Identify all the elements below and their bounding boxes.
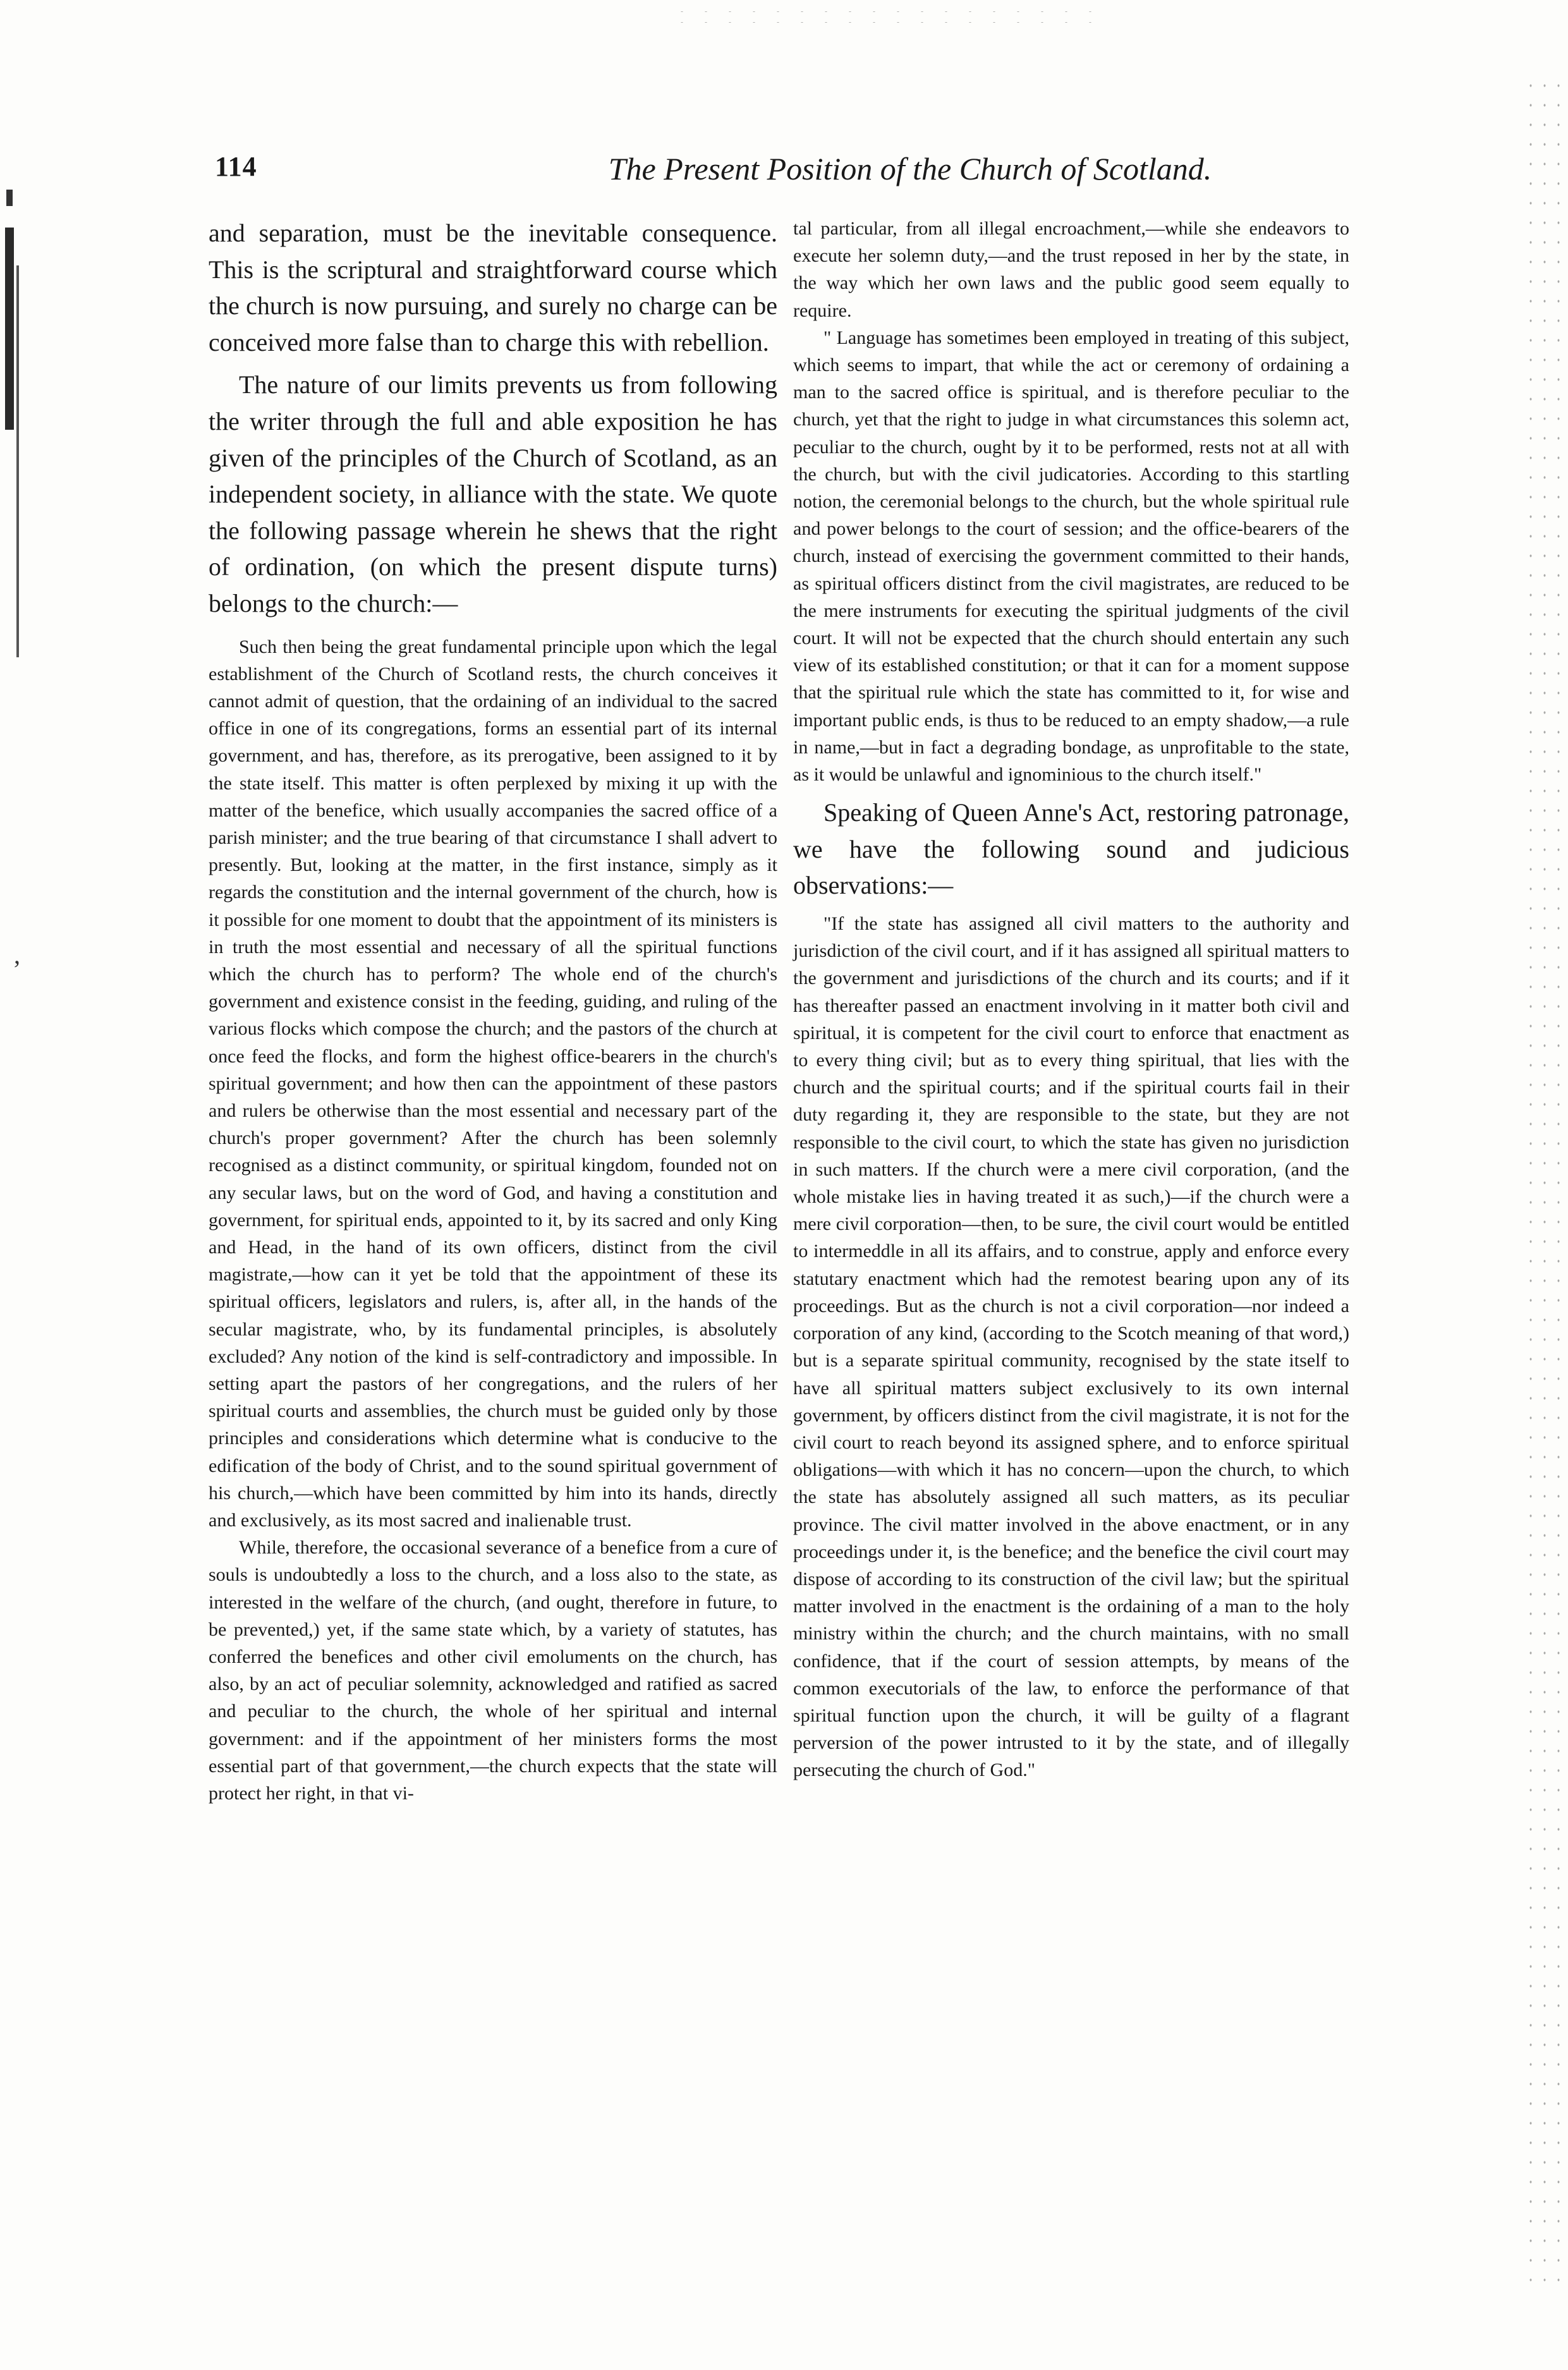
- page-number: 114: [215, 151, 257, 182]
- quoted-passage: While, therefore, the occasional severance of a benefice from a cure of souls is undoubtedly a loss to the church, and a loss also to the state, as interested in the welfare of the church, (and ought, therefore in future, to be prevented,) yet, if the same state which, by a variety of statutes, has conferred the benefices and other civil emoluments on the church, has also, by an act of peculiar solemnity, acknowledged and ratified as sacred and peculiar to the church, the whole of her spiritual and internal government: and if the appointment of her ministers forms the most essential part of that government,—the church expects that the state will protect her right, in that vi-: [209, 1537, 777, 1804]
- quoted-passage: " Language has sometimes been employed in treating of this subject, which seems to impart, that while the act or ceremony of ordaining a man to the sacred office is spiritual, and is therefore peculiar to the church, yet that the right to judge in what circumstances this solemn act, peculiar to the church, ought by it to be performed, rests not at all with the church, but with the civil judicatories. According to this startling notion, the ceremonial belongs to the church, but the whole spiritual rule and power belongs to the court of session; and the office-bearers of the church, instead of exercising the government committed to their hands, as spiritual officers distinct from the civil magistrates, are reduced to be the mere instruments for executing the spiritual judgments of the civil court. It will not be expected that the church should entertain any such view of its established constitution; or that it can for a moment suppose that the spiritual rule which the state has committed to it, for wise and important public ends, is thus to be reduced to an empty shadow,—a rule in name,—but in fact a degrading bondage, as unprofitable to the state, as it would be unlawful and ignominious to the church itself.": [793, 327, 1349, 786]
- scan-edge-left: [0, 190, 25, 948]
- edge-mark: [5, 228, 14, 430]
- body-paragraph: and separation, must be the inevitable consequence. This is the scriptural and straightforward course which the church is now pursuing, and surely no charge can be conceived more false than to charge this with rebellion.: [209, 219, 777, 356]
- edge-mark: [16, 265, 19, 657]
- body-paragraph: The nature of our limits prevents us from following the writer through the full and able exposition he has given of the principles of the Church of Scotland, as an independent society, in alliance with the state. We quote the following passage wherein he shews that the right of ordination, (on which the present dispute turns) belongs to the church:—: [209, 370, 777, 617]
- edge-mark: [6, 190, 13, 206]
- scan-noise-top: [670, 6, 1112, 32]
- quoted-passage: tal particular, from all illegal encroachment,—while she endeavors to execute her solemn duty,—and the trust reposed in her by the state, in the way which her own laws and the public good seem equally to require.: [793, 218, 1349, 321]
- quoted-passage: Such then being the great fundamental principle upon which the legal establishment of the Church of Scotland rests, the church conceives it cannot admit of question, that the ordaining of an individual to the sacred office in one of its congregations, forms an essential part of its internal government, and has, therefore, as its prerogative, been assigned to it by the state itself. This matter is often perplexed by mixing it up with the matter of the benefice, which usually accompanies the sacred office of a parish minister; and the true bearing of that circumstance I shall advert to presently. But, looking at the matter, in the first instance, simply as it regards the constitution and the internal government of the church, how is it possible for one moment to doubt that the appointment of its ministers is in truth the most essential and necessary of all the spiritual functions which the church has to perform? The whole end of the church's government and existence consist in the feeding, guiding, and ruling of the various flocks which compose the church; and the pastors of the church at once feed the flocks, and form the highest office-bearers in the church's spiritual government; and how then can the appointment of these pastors and rulers be otherwise than the most essential and necessary part of the church's proper government? After the church has been solemnly recognised as a distinct community, or spiritual kingdom, founded not on any secular laws, but on the word of God, and having a constitution and government, for spiritual ends, appointed to it, by its sacred and only King and Head, in the hand of its own officers, distinct from the civil magistrate,—how can it yet be told that the appointment of these its spiritual officers, legislators and rulers, is, after all, in the hands of the secular magistrate, who, by its fundamental principles, is absolutely excluded? Any notion of the kind is self-contradictory and impossible. In setting apart the pastors of her congregations, and the rulers of her spiritual courts and assemblies, the church must be guided only by those principles and considerations which determine what is conducive to the edification of the body of Christ, and to the sound spiritual government of his church,—which have been committed by him into its hands, directly and exclusively, as its most sacred and inalienable trust.: [209, 636, 777, 1531]
- right-column: [793, 215, 1349, 1784]
- left-column: [209, 215, 777, 1807]
- body-paragraph: Speaking of Queen Anne's Act, restoring patronage, we have the following sound and judicious observations:—: [793, 798, 1349, 900]
- scan-edge-right: [1524, 76, 1568, 2288]
- quoted-passage: "If the state has assigned all civil matters to the authority and jurisdiction of the civil court, and if it has assigned all spiritual matters to the government and jurisdictions of the church and its courts; and if it has thereafter passed an enactment involving in it matter both civil and spiritual, it is competent for the civil court to enforce that enactment as to every thing civil; but as to every thing spiritual, that lies with the church and the spiritual courts; and if the spiritual courts fail in their duty regarding it, they are responsible to the state, but they are not responsible to the civil court, to which the state has given no jurisdiction in such matters. If the church were a mere civil corporation, (and the whole mistake lies in having treated it as such,)—if the church were a mere civil corporation—then, to be sure, the civil court would be entitled to intermeddle in all its affairs, and to construe, apply and enforce every statutary enactment which had the remotest bearing upon any of its proceedings. But as the church is not a civil corporation—nor indeed a corporation of any kind, (according to the Scotch meaning of that word,) but is a separate spiritual community, recognised by the state itself to have all spiritual matters subject exclusively to its own internal government, by officers distinct from the civil magistrate, it is not for the civil court to reach beyond its assigned sphere, and to enforce spiritual obligations—with which it has no concern—upon the church, to which the state has absolutely assigned all such matters, as its peculiar province. The civil matter involved in the above enactment, or in any proceedings under it, is the benefice; and the benefice the civil court may dispose of according to its construction of the civil law; but the spiritual matter involved in the enactment is the ordaining of a man to the holy ministry within the church; and the church maintains, with no small confidence, that if the court of session attempts, by means of the common executorials of the law, to enforce the performance of that spiritual function upon the church, it will be guilty of a flagrant perversion of the power intrusted to it by the state, and of illegally persecuting the church of God.": [793, 913, 1349, 1781]
- running-title: The Present Position of the Church of Scotland.: [608, 151, 1212, 186]
- page-header: [215, 150, 1352, 195]
- edge-mark: ’: [13, 955, 21, 983]
